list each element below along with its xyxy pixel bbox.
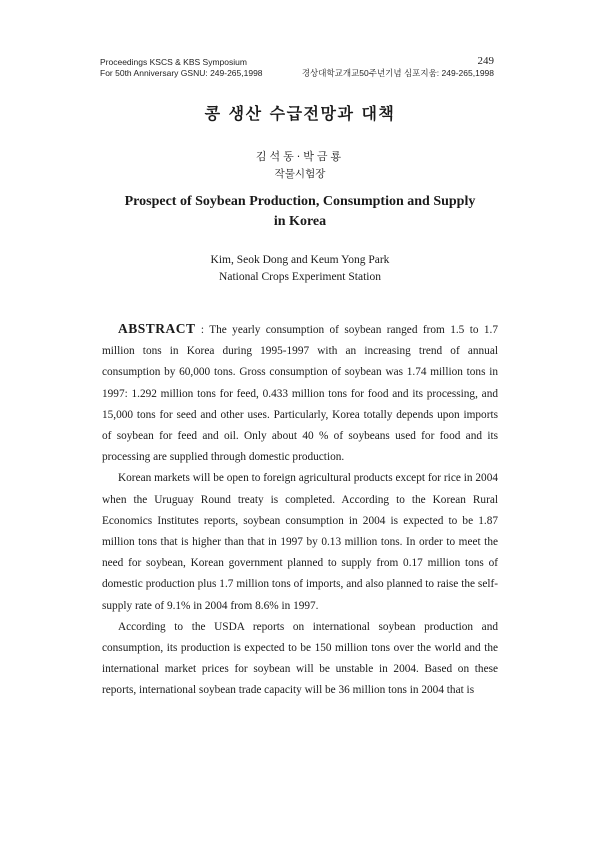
abstract-paragraph-1-text: The yearly consumption of soybean ranged from 1.5 to 1.7 million tons in Korea during 1995-1997 with an increasing trend of annual consumption by 60,000 tons. Gross consumption of soybean was 1.74 million tons in 1997: 1.292 million tons for feed, 0.433 million tons for food and its processing, and 15,000 tons for seed and other uses. Particularly, Korea totally depends upon imports of soybean for feed and oil. Only about 40 % of soybeans used for food and its processing are supplied through domestic production. bbox=[102, 324, 498, 464]
abstract-paragraph-2: Korean markets will be open to foreign agricultural products except for rice in 2004 when the Uruguay Round treaty is completed. According to the Korean Rural Economics Institutes reports, soybean consumption in 2004 is expected to be 1.87 million tons that is higher than that in 1997 by 0.13 million tons. In order to meet the need for soybean, Korean government planned to supply from 0.17 million tons of domestic production plus 1.7 million tons of imports, and also planned to raise the self-supply rate of 9.1% in 2004 from 8.6% in 1997. bbox=[102, 472, 498, 612]
english-authors: Kim, Seok Dong and Keum Yong Park bbox=[210, 254, 390, 266]
english-affiliation: National Crops Experiment Station bbox=[219, 271, 381, 283]
proceedings-citation: For 50th Anniversary GSNU: 249-265,1998 bbox=[100, 68, 263, 78]
english-title bbox=[0, 192, 600, 232]
korean-affiliation: 작물시험장 bbox=[274, 168, 326, 180]
korean-citation: 경상대학교개교50주년기념 심포지움: 249-265,1998 bbox=[301, 68, 494, 78]
abstract-body bbox=[102, 318, 498, 702]
english-title-line2: in Korea bbox=[273, 214, 327, 229]
korean-title: 콩 생산 수급전망과 대책 bbox=[204, 104, 396, 123]
proceedings-title: Proceedings KSCS & KBS Symposium bbox=[100, 57, 247, 67]
abstract-heading: ABSTRACT bbox=[118, 321, 196, 336]
abstract-paragraph-1 bbox=[102, 318, 498, 468]
english-title-line1: Prospect of Soybean Production, Consumption and Supply bbox=[124, 194, 476, 209]
english-byline bbox=[0, 252, 600, 286]
page-number: 249 bbox=[477, 55, 494, 67]
abstract-separator: : bbox=[195, 324, 210, 336]
abstract-paragraph-3: According to the USDA reports on international soybean production and consumption, its production is expected to be 150 million tons over the world and the international market prices for soybean will be unstable in 2004. Based on these reports, international soybean trade capacity will be 36 million tons in 2004 that is bbox=[102, 620, 498, 697]
korean-authors: 김석동·박금룡 bbox=[255, 150, 345, 163]
